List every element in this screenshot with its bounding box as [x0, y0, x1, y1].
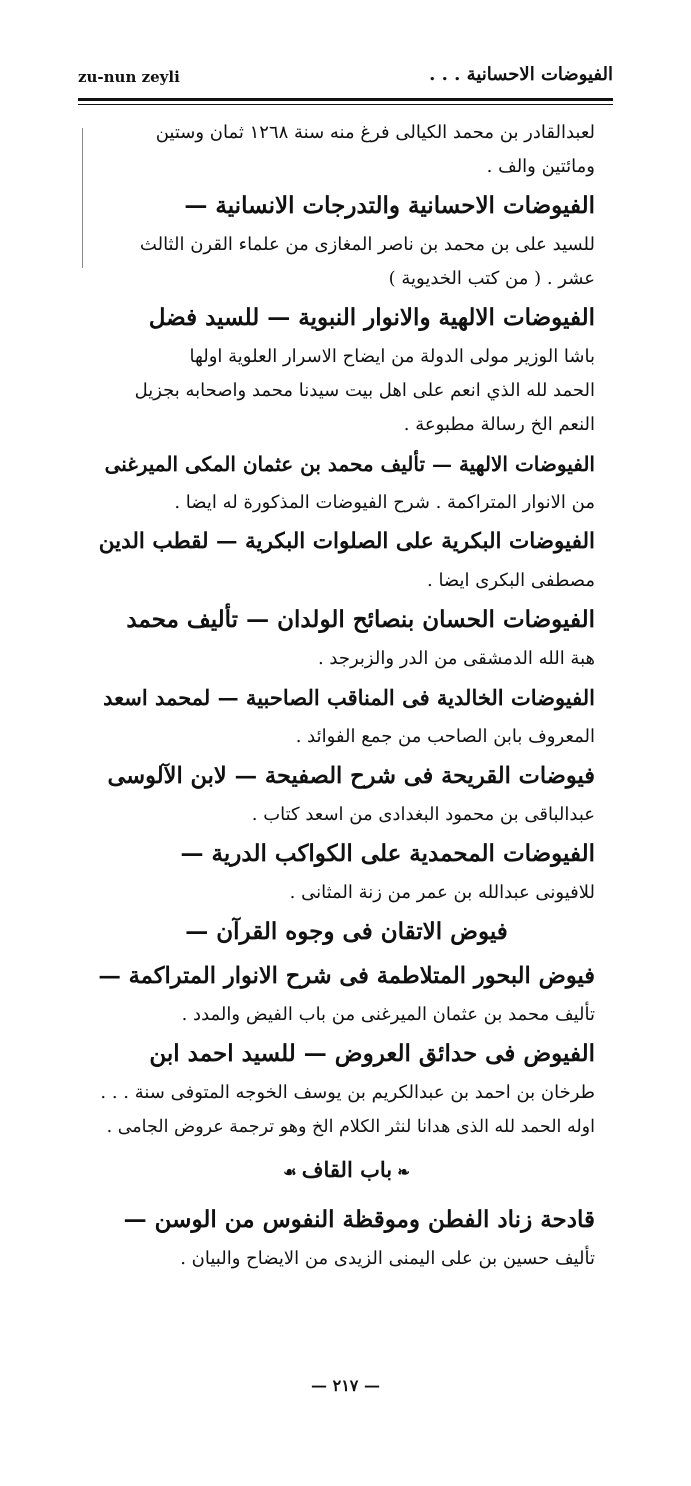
- section-heading: [98, 1146, 595, 1196]
- bibliography-entry: [98, 442, 595, 520]
- bibliography-entry: [98, 754, 595, 832]
- margin-mark: [82, 128, 83, 268]
- ornament-icon: ❧: [392, 1163, 410, 1181]
- entry-title-line: الفيوضات الاحسانية والتدرجات الانسانية —: [184, 192, 595, 219]
- entry-title-line: فيوضات القريحة فى شرح الصفيحة — لابن الآلوسى: [107, 763, 595, 789]
- bibliography-entry: [98, 832, 595, 910]
- page-number: — ٢١٧ —: [311, 1376, 380, 1395]
- bibliography-entry: [98, 520, 595, 598]
- entry-text-line: النعم الخ رسالة مطبوعة .: [403, 414, 595, 435]
- bibliography-entry: [98, 598, 595, 676]
- bibliography-entry: [98, 296, 595, 442]
- entry-text-line: باشا الوزير مولى الدولة من ايضاح الاسرار العلوية اولها: [189, 346, 595, 367]
- entry-text-line: ومائتين والف .: [486, 156, 595, 177]
- entry-text-line: لعبدالقادر بن محمد الكيالى فرغ منه سنة ١٢٦٨ ثمان وستين: [155, 122, 595, 143]
- entry-text-line: المعروف بابن الصاحب من جمع الفوائد .: [295, 726, 595, 747]
- entry-title-line: قادحة زناد الفطن وموقظة النفوس من الوسن —: [123, 1206, 595, 1233]
- entry-text-line: مصطفى البكرى ايضا .: [427, 570, 595, 591]
- header-right-arabic: الفيوضات الاحسانية . . .: [429, 64, 613, 85]
- header-left-latin: zu-nun zeyli: [78, 68, 180, 86]
- section-heading-text: باب القاف: [301, 1157, 393, 1182]
- entry-text-line: تأليف حسين بن على اليمنى الزيدى من الايضاح والبيان .: [180, 1248, 595, 1269]
- page-body: [98, 116, 595, 1276]
- entry-text-line: للسيد على بن محمد بن ناصر المغازى من علماء القرن الثالث: [139, 234, 595, 255]
- bibliography-entry: [98, 676, 595, 754]
- entry-text-line: هبة الله الدمشقى من الدر والزبرجد .: [317, 648, 595, 669]
- ornament-icon: ☙: [283, 1163, 302, 1181]
- bibliography-entry: [98, 910, 595, 954]
- entry-title-line: فيوض البحور المتلاطمة فى شرح الانوار المتراكمة —: [98, 963, 595, 989]
- entry-text-line: طرخان بن احمد بن عبدالكريم بن يوسف الخوجه المتوفى سنة . . .: [100, 1082, 595, 1103]
- entry-title-line: الفيوضات الالهية — تأليف محمد بن عثمان المكى الميرغنى: [104, 452, 595, 476]
- bibliography-entry: [98, 1198, 595, 1276]
- bibliography-entry: [98, 184, 595, 296]
- entry-text-line: تأليف محمد بن عثمان الميرغنى من باب الفيض والمدد .: [181, 1004, 595, 1025]
- header-rule-thick: [78, 98, 613, 101]
- entry-title-line: الفيوضات الحسان بنصائح الولدان — تأليف محمد: [126, 606, 595, 633]
- entry-text-line: اوله الحمد لله الذى هدانا لنثر الكلام الخ وهو ترجمة عروض الجامى .: [106, 1117, 595, 1137]
- bibliography-entry: [98, 954, 595, 1032]
- entry-text-line: للافيونى عبدالله بن عمر من زنة المثانى .: [289, 882, 595, 903]
- entry-text-line: الحمد لله الذي انعم على اهل بيت سيدنا محمد واصحابه بجزيل: [134, 380, 595, 401]
- bibliography-entry: [98, 1032, 595, 1144]
- entry-title-line: الفيوضات الالهية والانوار النبوية — للسيد فضل: [148, 304, 595, 331]
- entry-title-line: الفيوض فى حدائق العروض — للسيد احمد ابن: [149, 1040, 595, 1067]
- entry-title-line: الفيوضات الخالدية فى المناقب الصاحبية — لمحمد اسعد: [103, 685, 595, 710]
- running-header: [78, 58, 613, 98]
- entry-text-line: عبدالباقى بن محمود البغدادى من اسعد كتاب .: [251, 804, 595, 825]
- entry-text-line: من الانوار المتراكمة . شرح الفيوضات المذكورة له ايضا .: [174, 492, 595, 513]
- bibliography-entry: [98, 116, 595, 184]
- entry-title-line: فيوض الاتقان فى وجوه القرآن —: [185, 918, 508, 945]
- entry-title-line: الفيوضات المحمدية على الكواكب الدرية —: [180, 840, 595, 867]
- entry-text-line: عشر . ( من كتب الخديوية ): [388, 268, 595, 289]
- header-rule-thin: [78, 104, 613, 105]
- entry-title-line: الفيوضات البكرية على الصلوات البكرية — لقطب الدين: [98, 529, 595, 554]
